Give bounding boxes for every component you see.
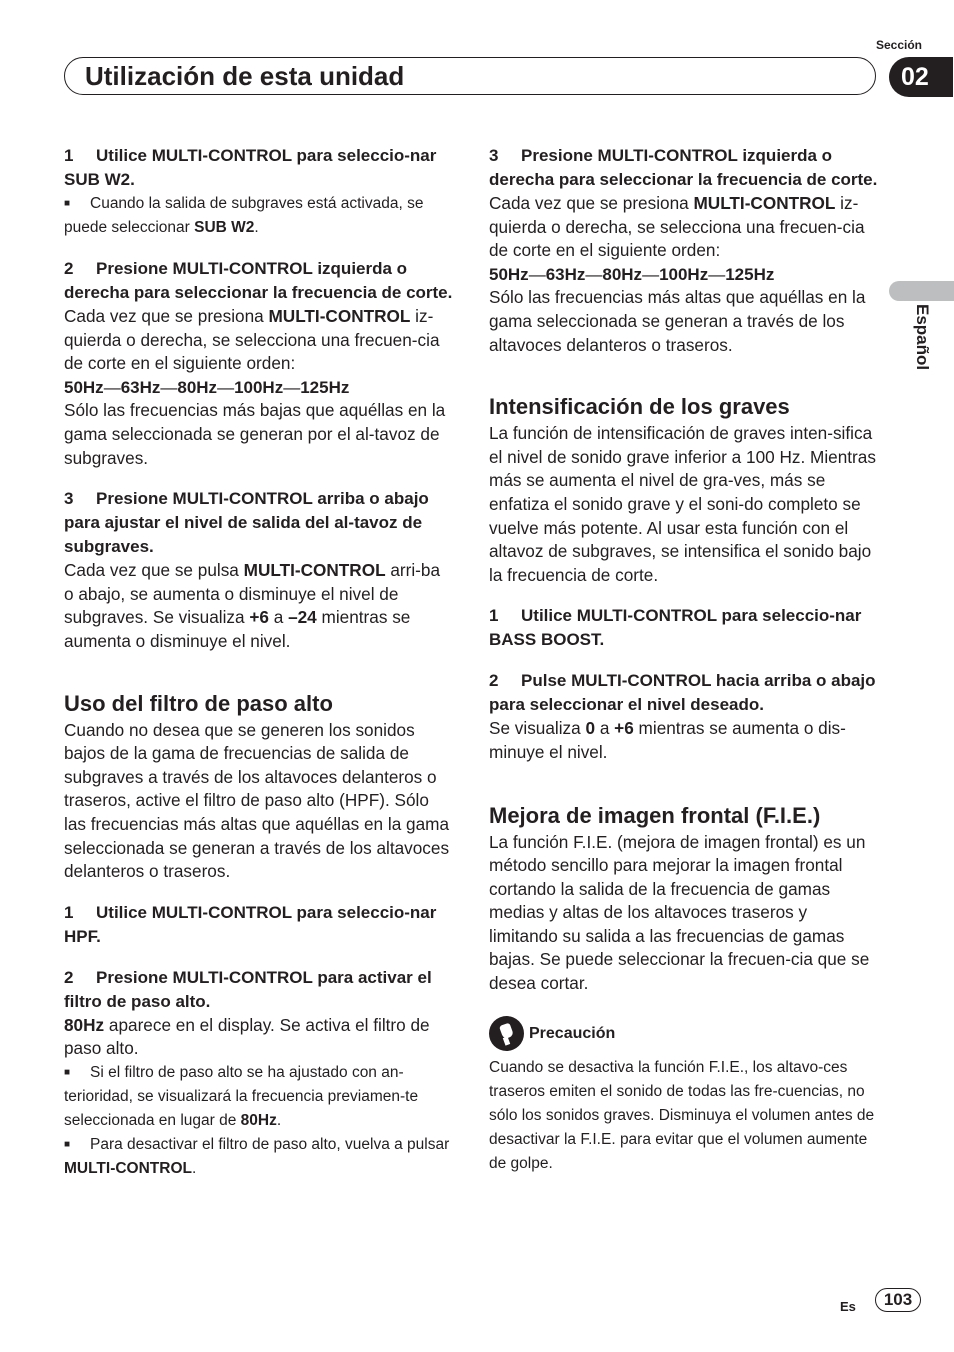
heading-high-pass-filter: Uso del filtro de paso alto (64, 690, 333, 716)
freq-separator: — (708, 264, 726, 284)
text: Se visualiza (489, 718, 586, 739)
step-number: 2 (64, 967, 74, 987)
heading-bass-boost: Intensificación de los graves (489, 394, 790, 420)
step-number: 3 (64, 489, 74, 509)
text-bold: +6 (249, 607, 269, 628)
paragraph: Sólo las frecuencias más bajas que aquéllas en la gama seleccionada se generan por el al-tavoz de subgraves. (64, 400, 446, 468)
step-number: 3 (489, 146, 499, 165)
note-bold: MULTI-CONTROL (64, 1159, 192, 1177)
language-tab-marker (889, 281, 954, 301)
step-select-hpf (64, 901, 454, 949)
left-column (64, 144, 454, 1181)
step-select-sub-w2 (64, 144, 454, 192)
note-sub-w2 (64, 192, 454, 240)
freq-value: 63Hz (545, 264, 586, 284)
text-bold: MULTI-CONTROL (693, 193, 836, 213)
freq-value: 125Hz (725, 264, 775, 284)
step-subwoofer-level (64, 487, 454, 559)
text: a (268, 607, 289, 628)
freq-value: 50Hz (489, 264, 529, 284)
text-bold: MULTI-CONTROL (243, 560, 386, 581)
step-title: Presione MULTI-CONTROL izquierda o derecha para seleccionar la frecuencia de corte. (64, 259, 453, 302)
text: Cada vez que se presiona (489, 193, 694, 213)
freq-value: 80Hz (602, 264, 643, 284)
frequency-sequence (64, 376, 454, 400)
note-hpf-previous (64, 1061, 454, 1133)
freq-separator: — (283, 377, 301, 397)
step-title: Utilice MULTI-CONTROL para seleccio-nar SUB W2. (64, 146, 437, 189)
note-bold: SUB W2 (194, 219, 255, 236)
note-text: Cuando la salida de subgraves está activada, se puede seleccionar (64, 195, 424, 236)
step-title: Presione MULTI-CONTROL para activar el filtro de paso alto. (64, 967, 432, 1011)
freq-value: 80Hz (177, 377, 218, 397)
step-title: Presione MULTI-CONTROL arriba o abajo para ajustar el nivel de salida del al-tavoz de subgraves. (64, 489, 429, 557)
freq-separator: — (528, 264, 546, 284)
footer-language: Es (840, 1299, 856, 1314)
text: mientras se aumenta o disminuye el nivel. (64, 607, 411, 651)
freq-separator: — (585, 264, 603, 284)
text-bold: MULTI-CONTROL (268, 306, 411, 326)
text: a (595, 718, 615, 739)
step-title: Utilice MULTI-CONTROL para seleccio-nar BASS BOOST. (489, 606, 862, 650)
paragraph-hpf-display (64, 1014, 454, 1061)
step-select-cutoff-hpf (489, 144, 879, 192)
heading-fie: Mejora de imagen frontal (F.I.E.) (489, 802, 821, 828)
step-number: 1 (489, 606, 499, 626)
text-bold: –24 (288, 607, 317, 628)
paragraph: Sólo las frecuencias más altas que aquéllas en la gama seleccionada se generan a través de los altavoces delanteros o traseros. (489, 287, 866, 355)
freq-value: 100Hz (659, 264, 709, 284)
step-title: Presione MULTI-CONTROL izquierda o derecha para seleccionar la frecuencia de corte. (489, 146, 878, 189)
paragraph-cutoff-sub (64, 305, 454, 376)
text: Cada vez que se presiona (64, 306, 269, 326)
paragraph-subwoofer-level (64, 559, 454, 653)
text: Cada vez que se pulsa (64, 560, 244, 581)
header-title-frame (64, 57, 876, 95)
section-number-badge: 02 (889, 57, 953, 97)
note-text: Si el filtro de paso alto se ha ajustado con an-terioridad, se visualizará la frecuencia previamen-te seleccionada en lugar de (64, 1063, 419, 1129)
step-number: 1 (64, 146, 74, 165)
step-number: 1 (64, 902, 74, 922)
caution-label: Precaución (529, 1024, 616, 1042)
bullet-icon: ■ (64, 1066, 71, 1078)
paragraph-bass-level (489, 717, 879, 764)
step-number: 2 (489, 671, 499, 691)
step-title: Utilice MULTI-CONTROL para seleccio-nar HPF. (64, 902, 437, 946)
paragraph-hpf: Cuando no desea que se generen los sonidos bajos de la gama de frecuencias de salida de subgraves a través de los altavoces delanteros o traseros, active el filtro de paso alto (HPF). Sólo las frecuencias más altas que aquéllas en la gama seleccionada se generan a través de los altavoces delanteros o traseros. (64, 719, 450, 882)
freq-separator: — (642, 264, 660, 284)
page-title: Utilización de esta unidad (85, 61, 405, 91)
text: arri-ba o abajo, se aumenta o disminuye el nivel de subgraves. Se visualiza (64, 560, 441, 628)
right-column (489, 144, 879, 1176)
language-side-label: Español (913, 304, 932, 371)
text-bold: 80Hz (64, 1014, 105, 1035)
freq-separator: — (160, 377, 178, 397)
note-text: . (192, 1159, 197, 1177)
text: mientras se aumenta o dis-minuye el nivel. (489, 718, 846, 762)
paragraph-bass-boost: La función de intensificación de graves inten-sifica el nivel de sonido grave inferior a 100 Hz. Mientras más se aumenta el nivel de gra-ves, más se enfatiza el sonido grave y el soni-do completo se vuelve más potente. Al usar esta función con el altavoz de subgraves, se intensifica el sonido bajo la frecuencia de corte. (489, 423, 876, 585)
note-text: . (254, 219, 259, 236)
freq-value: 125Hz (300, 377, 350, 397)
caution-header (489, 1016, 879, 1052)
freq-value: 63Hz (120, 377, 161, 397)
note-hpf-deactivate (64, 1133, 454, 1181)
step-select-bass-boost (489, 604, 879, 652)
page-number: 103 (875, 1288, 921, 1312)
text: iz-quierda o derecha, se selecciona una frecuen-cia de corte en el siguiente orden: (489, 193, 865, 261)
text-bold: +6 (614, 718, 634, 739)
step-number: 2 (64, 259, 74, 278)
note-text: . (276, 1111, 282, 1129)
freq-value: 50Hz (64, 377, 104, 397)
text: iz-quierda o derecha, se selecciona una frecuen-cia de corte en el siguiente orden: (64, 306, 440, 374)
section-label: Sección (875, 38, 923, 52)
step-activate-hpf (64, 966, 454, 1014)
caution-icon (489, 1016, 524, 1051)
freq-separator: — (217, 377, 235, 397)
paragraph-cutoff-hpf (489, 192, 879, 263)
note-text: Para desactivar el filtro de paso alto, vuelva a pulsar (90, 1135, 450, 1153)
paragraph-fie: La función F.I.E. (mejora de imagen frontal) es un método sencillo para mejorar la imagen frontal cortando la salida de la frecuencia de gamas medias y altas de los altavoces traseros y limitando su salida a las frecuencias de gamas bajas. Se puede seleccionar la frecuen-cia que se desea cortar. (489, 831, 870, 994)
step-bass-level (489, 669, 879, 717)
note-bold: 80Hz (240, 1111, 277, 1129)
text: aparece en el display. Se activa el filtro de paso alto. (64, 1014, 430, 1059)
bullet-icon: ■ (64, 198, 71, 209)
bullet-icon: ■ (64, 1138, 71, 1150)
frequency-sequence (489, 263, 879, 287)
caution-text: Cuando se desactiva la función F.I.E., los altavo-ces traseros emiten el sonido de todas las fre-cuencias, no sólo los sonidos graves. Disminuya el volumen antes de desactivar la F.I.E. para evitar que el volumen aumente de golpe. (489, 1058, 875, 1172)
step-select-cutoff-sub (64, 257, 454, 305)
step-title: Pulse MULTI-CONTROL hacia arriba o abajo para seleccionar el nivel deseado. (489, 671, 876, 715)
freq-separator: — (103, 377, 121, 397)
freq-value: 100Hz (234, 377, 284, 397)
text-bold: 0 (585, 718, 596, 739)
